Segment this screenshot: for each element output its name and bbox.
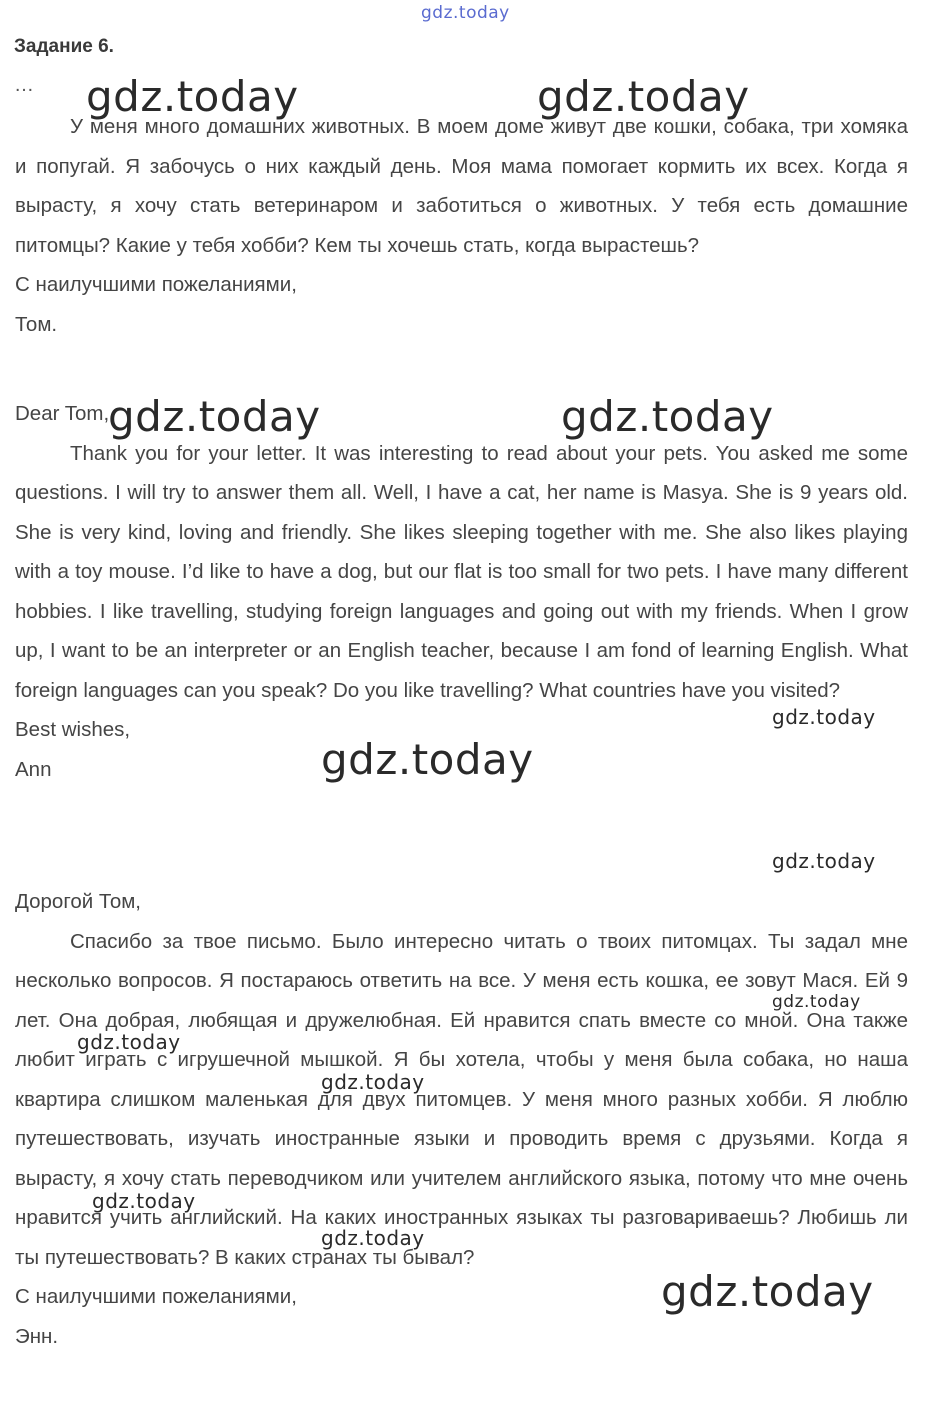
reply-en-body: Thank you for your letter. It was interesting to read about your pets. You asked me some questions. I will try to answer them all. Well, I have a cat, her name is Masya. She is 9 years old. She is very kind, loving and friendly. She likes sleeping together with me. She also likes playing with a toy mouse. I’d like to have a dog, but our flat is too small for two pets. I have many different hobbies. I like travelling, studying foreign languages and going out with my friends. When I grow up, I want to be an interpreter or an English teacher, because I am fond of learning English. What foreign languages can you speak? Do you like travelling? What countries have you visited? <box>15 441 908 702</box>
reply-en-closing: Best wishes, <box>15 718 131 741</box>
watermark: gdz.today <box>321 1070 425 1094</box>
reply-en-greeting: Dear Tom, <box>15 402 110 425</box>
watermark: gdz.today <box>772 992 861 1012</box>
top-watermark: gdz.today <box>421 3 510 23</box>
tom-letter-signature: Том. <box>15 312 58 336</box>
watermark: gdz.today <box>661 1267 874 1316</box>
watermark: gdz.today <box>92 1189 196 1213</box>
watermark: gdz.today <box>561 392 774 441</box>
reply-ru-closing: С наилучшими пожеланиями, <box>15 1285 297 1308</box>
watermark: gdz.today <box>108 392 321 441</box>
watermark: gdz.today <box>321 1226 425 1250</box>
reply-en-signature: Ann <box>15 757 52 781</box>
task-title: Задание 6. <box>14 36 114 57</box>
reply-english <box>15 394 908 789</box>
watermark: gdz.today <box>772 705 876 729</box>
watermark: gdz.today <box>77 1030 181 1054</box>
tom-letter <box>15 107 908 344</box>
tom-letter-body: У меня много домашних животных. В моем доме живут две кошки, собака, три хомяка и попугай. Я забочусь о них каждый день. Моя мама помогает кормить их всех. Когда я вырасту, я хочу стать ветеринаром и заботиться о животных. У тебя есть домашние питомцы? Какие у тебя хобби? Кем ты хочешь стать, когда вырастешь? <box>15 115 908 257</box>
watermark: gdz.today <box>321 735 534 784</box>
reply-ru-signature: Энн. <box>15 1324 59 1348</box>
watermark: gdz.today <box>537 72 750 121</box>
reply-ru-body: Спасибо за твое письмо. Было интересно читать о твоих питомцах. Ты задал мне несколько вопросов. Я постараюсь ответить на все. У меня есть кошка, ее зовут Мася. Ей 9 лет. Она добрая, любящая и дружелюбная. Ей нравится спать вместе со мной. Она также любит играть с игрушечной мышкой. Я бы хотела, чтобы у меня была собака, но наша квартира слишком маленькая для двух питомцев. У меня много разных хобби. Я люблю путешествовать, изучать иностранные языки и проводить время с друзьями. Когда я вырасту, я хочу стать переводчиком или учителем английского языка, потому что мне очень нравится учить английский. На каких иностранных языках ты разговариваешь? Любишь ли ты путешествовать? В каких странах ты бывал? <box>15 929 908 1269</box>
reply-ru-greeting: Дорогой Том, <box>15 890 142 913</box>
ellipsis: … <box>14 74 35 96</box>
watermark: gdz.today <box>86 72 299 121</box>
tom-letter-closing: С наилучшими пожеланиями, <box>15 273 297 296</box>
watermark: gdz.today <box>772 849 876 873</box>
